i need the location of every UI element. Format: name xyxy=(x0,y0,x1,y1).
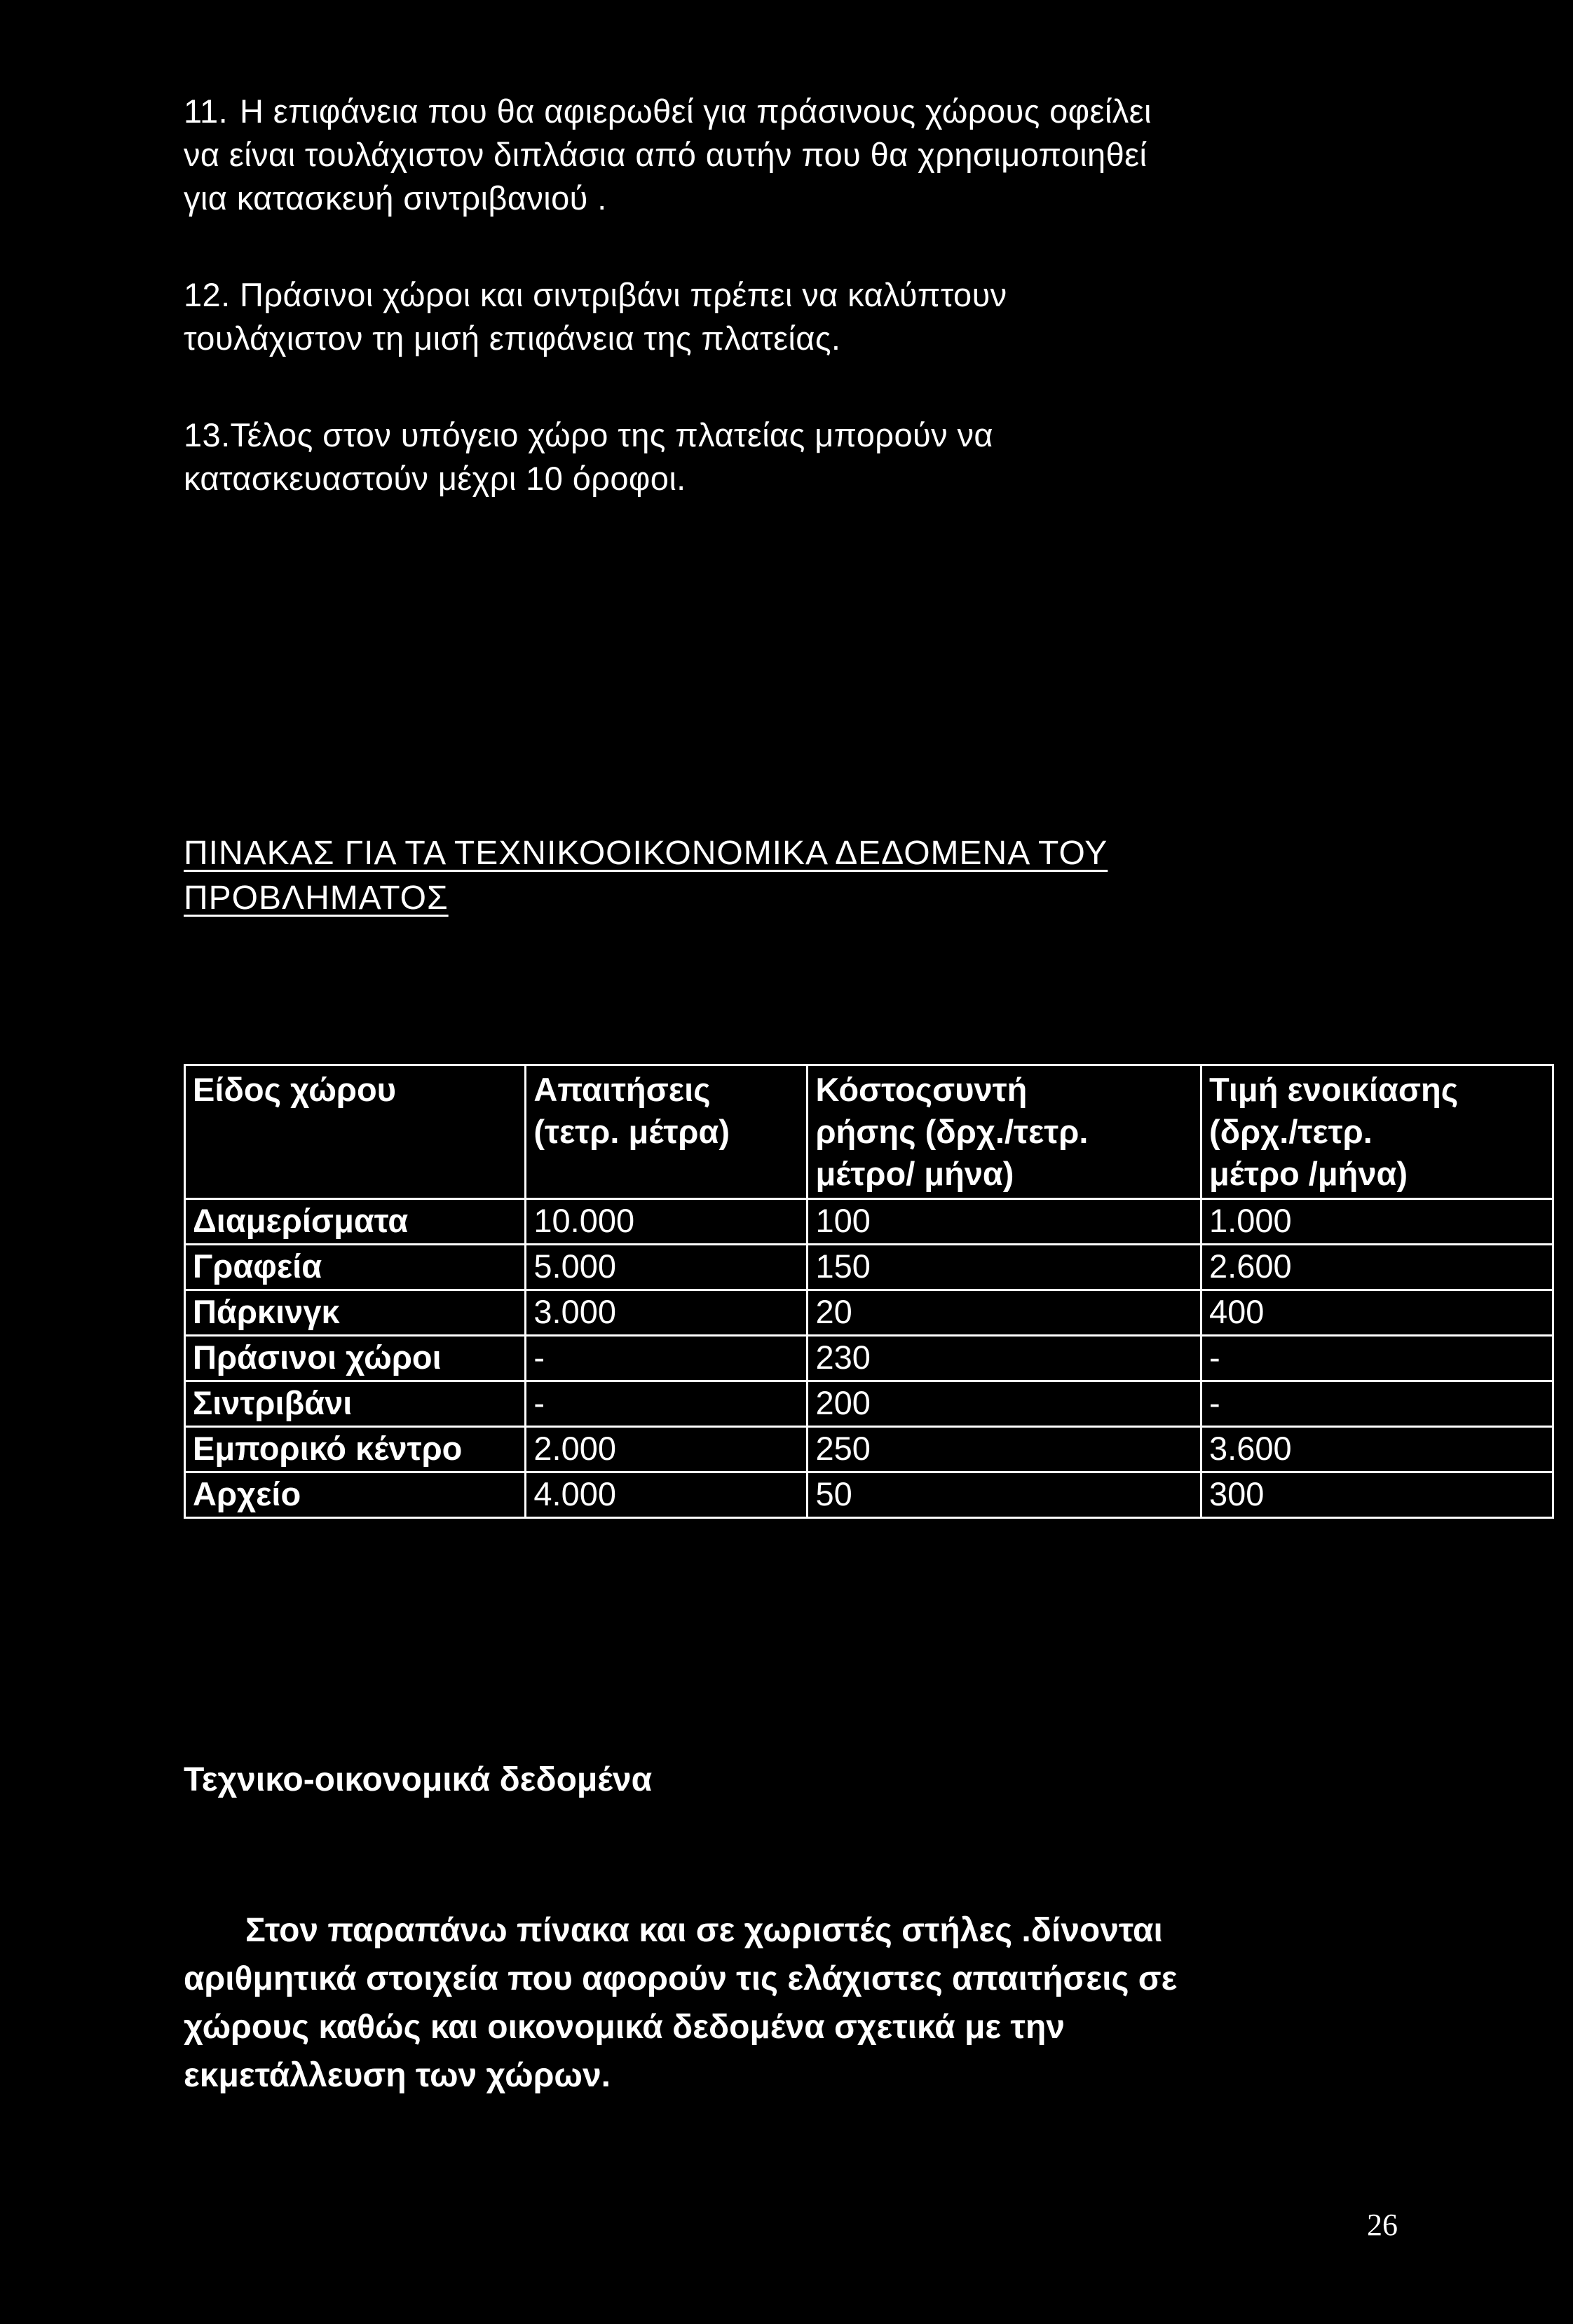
table-title xyxy=(184,831,1108,921)
intro-paragraph xyxy=(184,1906,1177,2100)
table-row xyxy=(185,1336,1553,1381)
cell-maintenance-cost: 250 xyxy=(808,1427,1201,1472)
cell-rental-price: - xyxy=(1201,1381,1553,1427)
page-number: 26 xyxy=(1367,2208,1398,2242)
intro-line: αριθμητικά στοιχεία που αφορούν τις ελάχιστες απαιτήσεις σε xyxy=(184,1960,1178,1997)
table-row xyxy=(185,1199,1553,1245)
table-title-line-2: ΠΡΟΒΛΗΜΑΤΟΣ xyxy=(184,880,449,917)
techno-economic-table xyxy=(184,1064,1554,1519)
header-line: (δρχ./τετρ. xyxy=(1209,1113,1373,1150)
header-line: (τετρ. μέτρα) xyxy=(533,1113,730,1150)
cell-requirements: 2.000 xyxy=(526,1427,808,1472)
paragraph-13 xyxy=(184,413,993,500)
cell-space-type: Αρχείο xyxy=(185,1472,526,1518)
cell-requirements: - xyxy=(526,1381,808,1427)
paragraph-12-line: τουλάχιστον τη μισή επιφάνεια της πλατείας. xyxy=(184,320,841,357)
table-row xyxy=(185,1381,1553,1427)
cell-requirements: 10.000 xyxy=(526,1199,808,1245)
paragraph-11-line: για κατασκευή σιντριβανιού . xyxy=(184,179,607,217)
paragraph-13-number: 13. xyxy=(184,416,231,453)
paragraph-11 xyxy=(184,90,1152,220)
paragraph-13-line: κατασκευαστούν μέχρι 10 όροφοι. xyxy=(184,460,686,497)
table-title-line-1: ΠΙΝΑΚΑΣ ΓΙΑ ΤΑ ΤΕΧΝΙΚΟΟΙΚΟΝΟΜΙΚΑ ΔΕΔΟΜΕΝΑ ΤΟΥ xyxy=(184,835,1108,872)
paragraph-11-line: να είναι τουλάχιστον διπλάσια από αυτήν που θα χρησιμοποιηθεί xyxy=(184,136,1148,173)
cell-requirements: - xyxy=(526,1336,808,1381)
cell-maintenance-cost: 230 xyxy=(808,1336,1201,1381)
cell-space-type: Πράσινοι χώροι xyxy=(185,1336,526,1381)
cell-rental-price: 400 xyxy=(1201,1290,1553,1336)
header-line: Απαιτήσεις xyxy=(533,1071,711,1108)
paragraph-12-number: 12. xyxy=(184,276,231,313)
header-space-type xyxy=(185,1065,526,1199)
paragraph-11-line xyxy=(184,90,1152,133)
header-line: ρήσης (δρχ./τετρ. xyxy=(815,1113,1089,1150)
header-line: Κόστοςσυντή xyxy=(815,1071,1028,1108)
cell-requirements: 4.000 xyxy=(526,1472,808,1518)
paragraph-12-text: Πράσινοι χώροι και σιντριβάνι πρέπει να καλύπτουν xyxy=(240,276,1007,313)
paragraph-11-number: 11. xyxy=(184,93,229,130)
intro-line: εκμετάλλευση των χώρων. xyxy=(184,2057,611,2094)
header-requirements xyxy=(526,1065,808,1199)
cell-rental-price: 1.000 xyxy=(1201,1199,1553,1245)
header-line: Τιμή ενοικίασης xyxy=(1209,1071,1459,1108)
cell-space-type: Διαμερίσματα xyxy=(185,1199,526,1245)
header-maintenance-cost xyxy=(808,1065,1201,1199)
section-heading: Τεχνικο-οικονομικά δεδομένα xyxy=(184,1761,653,1798)
cell-space-type: Πάρκινγκ xyxy=(185,1290,526,1336)
header-line: μέτρο /μήνα) xyxy=(1209,1155,1408,1192)
table-row xyxy=(185,1472,1553,1518)
cell-rental-price: 3.600 xyxy=(1201,1427,1553,1472)
paragraph-12 xyxy=(184,273,1007,360)
cell-requirements: 3.000 xyxy=(526,1290,808,1336)
header-line: μέτρο/ μήνα) xyxy=(815,1155,1014,1192)
table-row xyxy=(185,1290,1553,1336)
paragraph-13-line xyxy=(184,413,993,457)
cell-space-type: Σιντριβάνι xyxy=(185,1381,526,1427)
cell-rental-price: 300 xyxy=(1201,1472,1553,1518)
table-header-row xyxy=(185,1065,1553,1199)
cell-requirements: 5.000 xyxy=(526,1245,808,1290)
table-row xyxy=(185,1427,1553,1472)
cell-rental-price: 2.600 xyxy=(1201,1245,1553,1290)
cell-maintenance-cost: 20 xyxy=(808,1290,1201,1336)
paragraph-11-text: Η επιφάνεια που θα αφιερωθεί για πράσινους χώρους οφείλει xyxy=(240,93,1152,130)
table-row xyxy=(185,1245,1553,1290)
cell-maintenance-cost: 150 xyxy=(808,1245,1201,1290)
header-rental-price xyxy=(1201,1065,1553,1199)
cell-rental-price: - xyxy=(1201,1336,1553,1381)
cell-maintenance-cost: 100 xyxy=(808,1199,1201,1245)
intro-line: χώρους καθώς και οικονομικά δεδομένα σχετικά με την xyxy=(184,2009,1065,2046)
intro-line: Στον παραπάνω πίνακα και σε χωριστές στήλες .δίνονται xyxy=(245,1912,1163,1949)
cell-maintenance-cost: 200 xyxy=(808,1381,1201,1427)
cell-space-type: Εμπορικό κέντρο xyxy=(185,1427,526,1472)
cell-space-type: Γραφεία xyxy=(185,1245,526,1290)
header-line: Είδος χώρου xyxy=(193,1071,397,1108)
cell-maintenance-cost: 50 xyxy=(808,1472,1201,1518)
paragraph-13-text: Τέλος στον υπόγειο χώρο της πλατείας μπορούν να xyxy=(230,416,993,453)
paragraph-12-line xyxy=(184,273,1007,317)
